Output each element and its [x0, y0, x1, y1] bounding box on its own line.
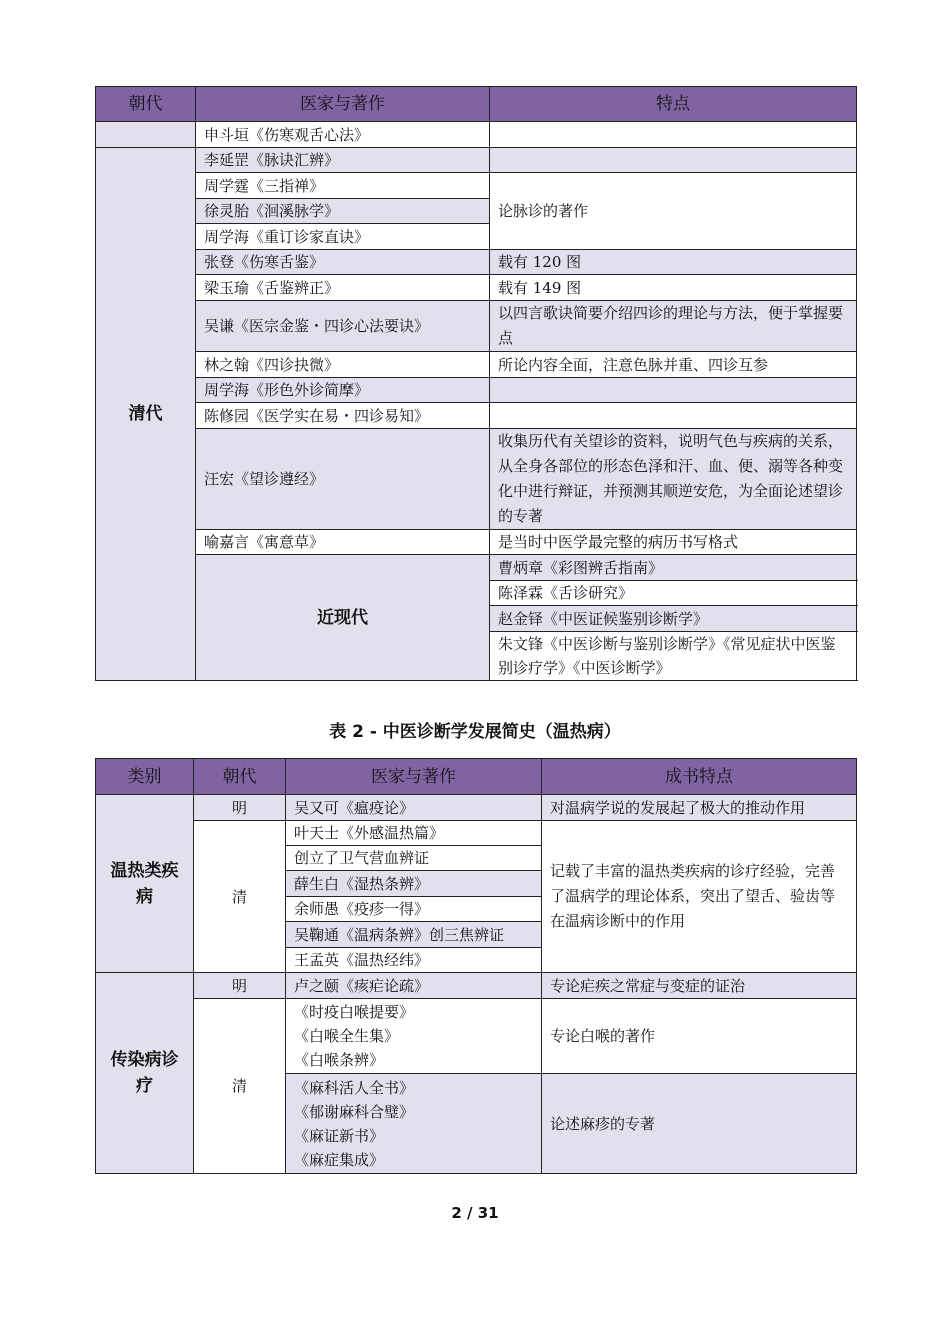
work-cell: 徐灵胎《洄溪脉学》: [196, 199, 490, 224]
dynasty-cell: 明: [194, 973, 286, 999]
header-features: 成书特点: [542, 759, 857, 795]
work-cell: 朱文锋《中医诊断与鉴别诊断学》《常见症状中医鉴别诊疗学》《中医诊断学》: [490, 632, 857, 681]
table-row: [96, 403, 857, 429]
work-cell: 王孟英《温热经纬》: [286, 948, 542, 973]
table-row: [96, 148, 857, 173]
work-cell: [286, 1074, 542, 1174]
work-cell: 曹炳章《彩图辨舌指南》: [490, 555, 857, 581]
work-cell: 吴谦《医宗金鉴・四诊心法要诀》: [196, 301, 490, 352]
table-row: [96, 173, 857, 199]
work-cell: 余师愚《疫疹一得》: [286, 897, 542, 922]
work-cell: 叶天士《外感温热篇》: [286, 821, 542, 846]
table-row: [96, 999, 857, 1074]
feature-cell: 收集历代有关望诊的资料，说明气色与疾病的关系，从全身各部位的形态色泽和汗、血、便、溺等各种变化中进行辩证，并预测其顺逆安危，为全面论述望诊的专著: [490, 429, 857, 530]
work-line: 《麻证新书》: [294, 1126, 385, 1145]
work-cell: 创立了卫气营血辨证: [286, 846, 542, 871]
work-cell: 周学海《重订诊家直诀》: [196, 224, 490, 250]
table-row: [96, 530, 857, 555]
header-dynasty: 朝代: [96, 87, 196, 122]
work-cell: 吴又可《瘟疫论》: [286, 795, 542, 821]
work-cell: 薛生白《湿热条辨》: [286, 871, 542, 897]
work-line: 《麻科活人全书》: [294, 1078, 415, 1097]
table-row: [96, 301, 857, 352]
work-line: 《白喉全生集》: [294, 1027, 400, 1045]
work-cell: 林之翰《四诊抉微》: [196, 352, 490, 378]
dynasty-qing: 清代: [96, 148, 196, 681]
work-line: 《麻症集成》: [294, 1150, 385, 1169]
work-cell: 汪宏《望诊遵经》: [196, 429, 490, 530]
work-cell: 赵金铎《中医证候鉴别诊断学》: [490, 606, 857, 632]
dynasty-cell: 清: [194, 999, 286, 1174]
dynasty-cell: 清: [194, 821, 286, 973]
feature-cell: 记载了丰富的温热类疾病的诊疗经验，完善了温病学的理论体系，突出了望舌、验齿等在温病诊断中的作用: [542, 821, 857, 973]
feature-cell: [490, 403, 857, 429]
dynasty-modern: 近现代: [196, 555, 490, 681]
table-2: [95, 758, 857, 1174]
work-cell: 喻嘉言《寓意草》: [196, 530, 490, 555]
work-cell: 梁玉瑜《舌鉴辨正》: [196, 275, 490, 301]
feature-cell: 论脉诊的著作: [490, 173, 857, 250]
feature-cell: 专论白喉的著作: [542, 999, 857, 1074]
header-features: 特点: [490, 87, 857, 122]
table-row: [96, 821, 857, 846]
table-header-row: [96, 759, 857, 795]
work-cell: 陈泽霖《舌诊研究》: [490, 581, 857, 606]
work-line: 《时疫白喉提要》: [294, 1003, 415, 1021]
table-row: [96, 352, 857, 378]
page-number: 2 / 31: [451, 1204, 499, 1222]
work-cell: 卢之颐《痎疟论疏》: [286, 973, 542, 999]
work-cell: 张登《伤寒舌鉴》: [196, 250, 490, 275]
dynasty-cell: [96, 122, 196, 148]
feature-cell: 所论内容全面，注意色脉并重、四诊互参: [490, 352, 857, 378]
table-header-row: [96, 87, 857, 122]
feature-cell: [490, 148, 857, 173]
header-dynasty: 朝代: [194, 759, 286, 795]
table-row: [96, 555, 857, 581]
work-line: 《郁谢麻科合璧》: [294, 1102, 415, 1121]
dynasty-cell: 明: [194, 795, 286, 821]
work-cell: 周学海《形色外诊简摩》: [196, 378, 490, 403]
table-row: [96, 275, 857, 301]
work-cell: 申斗垣《伤寒观舌心法》: [196, 122, 490, 148]
work-line: 《白喉条辨》: [294, 1051, 385, 1069]
work-cell: [286, 999, 542, 1074]
feature-cell: 论述麻疹的专著: [542, 1074, 857, 1174]
work-cell: 吴鞠通《温病条辨》创三焦辨证: [286, 922, 542, 948]
table-row: [96, 250, 857, 275]
feature-cell: 载有 149 图: [490, 275, 857, 301]
header-works: 医家与著作: [286, 759, 542, 795]
table-1: [95, 86, 857, 681]
feature-cell: 对温病学说的发展起了极大的推动作用: [542, 795, 857, 821]
feature-cell: [490, 122, 857, 148]
feature-cell: 是当时中医学最完整的病历书写格式: [490, 530, 857, 555]
feature-cell: 以四言歌诀简要介绍四诊的理论与方法，便于掌握要点: [490, 301, 857, 352]
feature-cell: 载有 120 图: [490, 250, 857, 275]
category-infect: 传染病诊疗: [96, 973, 194, 1174]
work-cell: 陈修园《医学实在易・四诊易知》: [196, 403, 490, 429]
table-2-title: 表 2 - 中医诊断学发展简史（温热病）: [329, 722, 621, 742]
feature-cell: [490, 378, 857, 403]
table-row: [96, 795, 857, 821]
table-row: [96, 973, 857, 999]
category-wenre: 温热类疾病: [96, 795, 194, 973]
header-category: 类别: [96, 759, 194, 795]
work-cell: 李延罡《脉诀汇辨》: [196, 148, 490, 173]
feature-cell: 专论疟疾之常症与变症的证治: [542, 973, 857, 999]
table-row: [96, 378, 857, 403]
work-cell: 周学霆《三指禅》: [196, 173, 490, 199]
header-works: 医家与著作: [196, 87, 490, 122]
table-row: [96, 122, 857, 148]
table-row: [96, 429, 857, 530]
